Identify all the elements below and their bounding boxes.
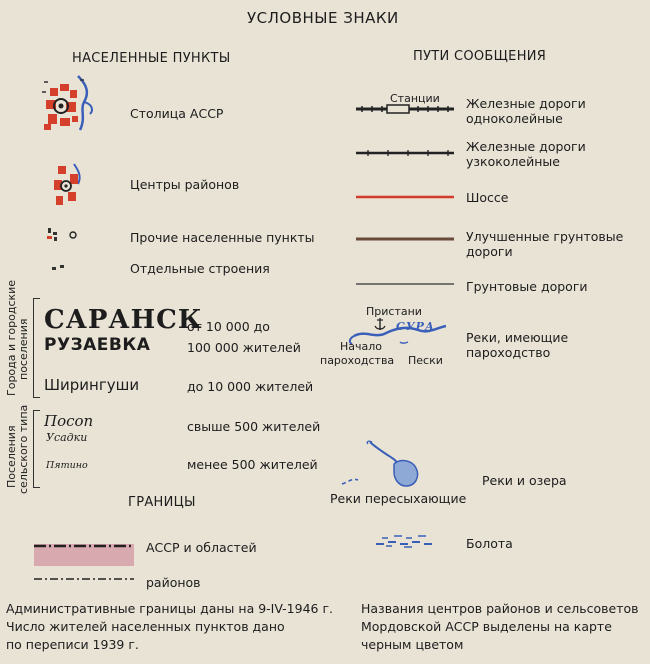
population-from-10k: от 10 000 до	[187, 319, 270, 334]
example-usadki: Усадки	[46, 431, 88, 444]
navigable-rivers-label-2: пароходство	[466, 345, 551, 360]
district-border-label: районов	[146, 575, 201, 590]
district-border-symbol-icon	[32, 576, 136, 582]
note-left-1: Административные границы даны на 9-IV-1946 г.	[6, 601, 334, 616]
population-over-500: свыше 500 жителей	[187, 419, 321, 434]
district-center-symbol-icon	[48, 162, 88, 212]
highway-label: Шоссе	[466, 190, 509, 205]
other-settlement-symbol-icon	[44, 226, 84, 244]
navigation-start-label-1: Начало	[340, 340, 383, 353]
example-saransk: САРАНСК	[44, 305, 203, 335]
capital-symbol-icon	[36, 74, 100, 138]
assr-border-label: АССР и областей	[146, 540, 257, 555]
urban-bracket	[33, 298, 40, 398]
settlements-heading: НАСЕЛЕННЫЕ ПУНКТЫ	[72, 51, 231, 66]
population-upto-10k: до 10 000 жителей	[187, 379, 314, 394]
rail-single-label-1: Железные дороги	[466, 96, 586, 111]
population-to-100k: 100 000 жителей	[187, 340, 301, 355]
note-right-3: черным цветом	[361, 637, 464, 652]
rail-single-label-2: одноколейные	[466, 111, 563, 126]
urban-vertical-label-2: поселения	[17, 318, 30, 380]
highway-symbol-icon	[354, 194, 456, 200]
swamp-symbol-icon	[372, 532, 436, 550]
example-pyatino: Пятино	[46, 460, 88, 471]
rail-narrow-label-2: узкоколейные	[466, 154, 560, 169]
piers-label: Пристани	[366, 305, 422, 318]
example-posop: Посоп	[44, 412, 94, 430]
drying-rivers-label: Реки пересыхающие	[330, 491, 467, 506]
swamps-label: Болота	[466, 536, 513, 551]
rail-narrow-label-1: Железные дороги	[466, 139, 586, 154]
population-under-500: менее 500 жителей	[187, 457, 318, 472]
improved-road-label-2: дороги	[466, 244, 513, 259]
communications-heading: ПУТИ СООБЩЕНИЯ	[413, 49, 547, 64]
separate-buildings-label: Отдельные строения	[130, 261, 270, 276]
other-settlements-label: Прочие населенные пункты	[130, 230, 315, 245]
improved-road-symbol-icon	[354, 236, 456, 242]
note-left-3: по переписи 1939 г.	[6, 637, 139, 652]
rural-bracket	[33, 410, 40, 488]
rural-vertical-label-1: Поселения	[5, 425, 18, 488]
separate-building-symbol-icon	[50, 263, 70, 273]
stations-label: Станции	[390, 92, 440, 105]
railway-single-symbol-icon	[354, 102, 456, 116]
example-ruzaevka: РУЗАЕВКА	[44, 335, 151, 355]
borders-heading: ГРАНИЦЫ	[128, 495, 196, 510]
dirt-road-symbol-icon	[354, 282, 456, 286]
drying-river-symbol-icon	[340, 472, 390, 488]
dirt-road-label: Грунтовые дороги	[466, 279, 588, 294]
improved-road-label-1: Улучшенные грунтовые	[466, 229, 624, 244]
railway-narrow-symbol-icon	[354, 148, 456, 158]
note-right-2: Мордовской АССР выделены на карте	[361, 619, 612, 634]
note-right-1: Названия центров районов и сельсоветов	[361, 601, 639, 616]
district-centers-label: Центры районов	[130, 177, 240, 192]
navigation-start-label-2: пароходства	[320, 354, 395, 367]
river-name-sura: СУРА	[396, 320, 435, 333]
assr-border-symbol-icon	[32, 540, 136, 570]
urban-vertical-label-1: Города и городские	[5, 279, 18, 396]
navigable-rivers-label-1: Реки, имеющие	[466, 330, 569, 345]
capital-label: Столица АССР	[130, 106, 224, 121]
rural-vertical-label-2: сельского типа	[17, 404, 30, 494]
note-left-2: Число жителей населенных пунктов дано	[6, 619, 285, 634]
example-shiringushi: Ширингуши	[44, 376, 140, 394]
legend-title: УСЛОВНЫЕ ЗНАКИ	[247, 9, 399, 27]
sands-label: Пески	[408, 354, 443, 367]
rivers-lakes-label: Реки и озера	[482, 473, 567, 488]
